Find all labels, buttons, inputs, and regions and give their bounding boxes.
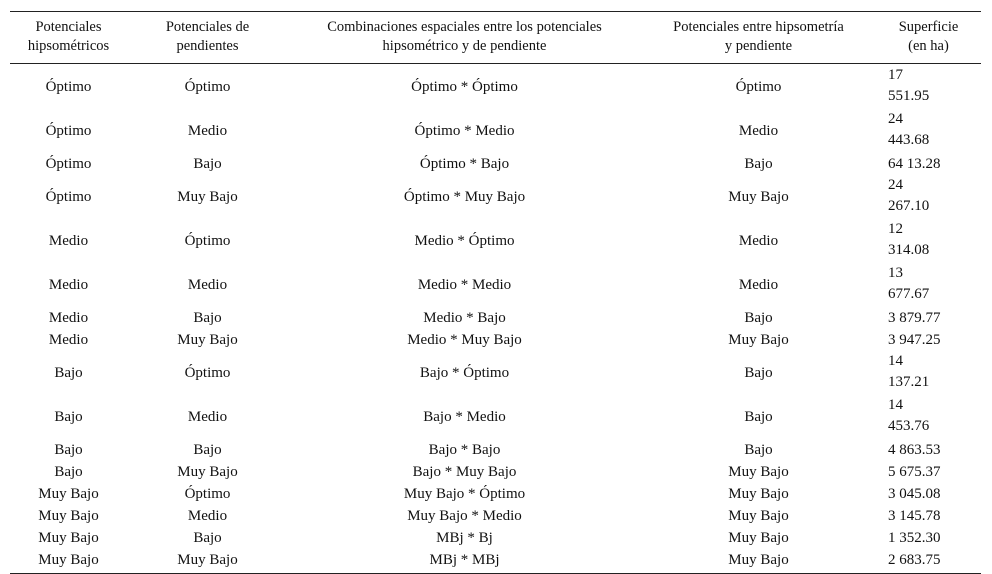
cell-slope: Muy Bajo — [127, 549, 288, 574]
cell-slope: Óptimo — [184, 233, 231, 249]
cell-area-line: 677.67 — [888, 286, 930, 302]
cell-potential: Muy Bajo — [728, 508, 789, 524]
cell-area — [876, 351, 981, 395]
table-row — [10, 351, 981, 395]
potentials-table — [10, 11, 981, 574]
cell-potential: Bajo — [744, 310, 773, 326]
cell-hipsometric: Óptimo — [45, 123, 92, 139]
header-combination — [288, 12, 641, 64]
cell-combination: Óptimo * Bajo — [419, 156, 510, 172]
cell-slope: Medio — [187, 508, 228, 524]
cell-slope: Óptimo — [184, 365, 231, 381]
cell-area-line: 24 — [888, 111, 903, 127]
cell-hipsometric: Bajo — [54, 409, 83, 425]
table-row — [10, 461, 981, 483]
cell-area — [876, 395, 981, 439]
header-slope-line-1: Potenciales de — [165, 19, 250, 35]
cell-potential: Bajo — [744, 156, 773, 172]
cell-area — [876, 549, 981, 574]
header-hipsometric-line-1: Potenciales — [35, 19, 102, 35]
cell-area-line: 443.68 — [888, 132, 930, 148]
cell-potential: Óptimo — [735, 79, 782, 95]
cell-hipsometric: Medio — [48, 277, 89, 293]
cell-potential: Bajo — [744, 442, 773, 458]
cell-area-line: 267.10 — [888, 198, 930, 214]
cell-area-line: 12 — [888, 221, 903, 237]
table-row — [10, 307, 981, 329]
cell-potential: Bajo — [744, 365, 773, 381]
header-potential — [641, 12, 876, 64]
cell-slope: Muy Bajo — [177, 332, 238, 348]
table-row — [10, 439, 981, 461]
cell-area — [876, 219, 981, 263]
header-row — [10, 12, 981, 64]
cell-area — [876, 64, 981, 110]
table-row — [10, 109, 981, 153]
cell-area-line: 1 352.30 — [888, 530, 941, 546]
cell-hipsometric: Óptimo — [45, 79, 92, 95]
cell-potential: Medio — [738, 277, 779, 293]
cell-potential: Muy Bajo — [728, 332, 789, 348]
cell-area — [876, 175, 981, 219]
cell-combination: MBj * MBj — [288, 549, 641, 574]
cell-area-line: 5 675.37 — [888, 464, 941, 480]
cell-area-line: 14 — [888, 353, 903, 369]
cell-hipsometric: Medio — [48, 332, 89, 348]
cell-slope: Medio — [187, 409, 228, 425]
cell-hipsometric: Muy Bajo — [10, 549, 127, 574]
table-row — [10, 483, 981, 505]
cell-combination: MBj * Bj — [436, 530, 493, 546]
cell-combination: Bajo * Óptimo — [419, 365, 510, 381]
table-row — [10, 153, 981, 175]
cell-area-line: 3 045.08 — [888, 486, 941, 502]
header-combination-line-1: Combinaciones espaciales entre los potenciales — [327, 19, 602, 35]
header-potential-line-2: y pendiente — [724, 38, 793, 54]
table-row — [10, 527, 981, 549]
cell-area — [876, 109, 981, 153]
cell-slope: Bajo — [193, 310, 222, 326]
header-slope-line-2: pendientes — [176, 38, 239, 54]
cell-slope: Óptimo — [184, 79, 231, 95]
cell-area-line: 551.95 — [888, 88, 930, 104]
header-combination-line-2: hipsométrico y de pendiente — [382, 38, 547, 54]
header-area-line-1: Superficie — [898, 19, 959, 35]
cell-slope: Bajo — [193, 156, 222, 172]
cell-combination: Muy Bajo * Medio — [407, 508, 522, 524]
table-row — [10, 329, 981, 351]
cell-area-line: 14 — [888, 397, 903, 413]
cell-hipsometric: Medio — [48, 233, 89, 249]
cell-area — [876, 307, 981, 329]
cell-area — [876, 263, 981, 307]
table-header — [10, 12, 981, 64]
cell-combination: Bajo * Muy Bajo — [412, 464, 517, 480]
cell-area — [876, 153, 981, 175]
cell-potential: Muy Bajo — [728, 464, 789, 480]
table-row — [10, 219, 981, 263]
cell-area-line: 453.76 — [888, 418, 930, 434]
cell-slope: Muy Bajo — [177, 189, 238, 205]
cell-hipsometric: Muy Bajo — [38, 486, 99, 502]
header-area-line-2: (en ha) — [908, 38, 949, 54]
cell-hipsometric: Óptimo — [45, 189, 92, 205]
cell-combination: Medio * Medio — [417, 277, 512, 293]
cell-area-line: 3 145.78 — [888, 508, 941, 524]
cell-area-line: 137.21 — [888, 374, 930, 390]
cell-area-line: 17 — [888, 67, 903, 83]
cell-potential: Medio — [738, 233, 779, 249]
header-area — [876, 12, 981, 64]
cell-hipsometric: Bajo — [54, 464, 83, 480]
header-hipsometric-line-2: hipsométricos — [27, 38, 110, 54]
cell-potential: Muy Bajo — [728, 530, 789, 546]
cell-area-line: 13 — [888, 265, 903, 281]
cell-combination: Muy Bajo * Óptimo — [403, 486, 526, 502]
header-slope — [127, 12, 288, 64]
cell-combination: Medio * Bajo — [423, 310, 506, 326]
cell-area — [876, 483, 981, 505]
cell-combination: Medio * Muy Bajo — [407, 332, 522, 348]
cell-hipsometric: Bajo — [54, 365, 83, 381]
header-potential-line-1: Potenciales entre hipsometría — [673, 19, 844, 35]
cell-area-line: 2 683.75 — [888, 552, 941, 568]
cell-potential: Muy Bajo — [641, 549, 876, 574]
header-hipsometric — [10, 12, 127, 64]
cell-area — [876, 505, 981, 527]
cell-combination: Óptimo * Óptimo — [411, 79, 518, 95]
cell-combination: Óptimo * Muy Bajo — [403, 189, 526, 205]
cell-area-line: 3 947.25 — [888, 332, 941, 348]
cell-slope: Bajo — [193, 442, 222, 458]
table-row — [10, 505, 981, 527]
cell-area-line: 24 — [888, 177, 903, 193]
table-container — [10, 11, 981, 574]
cell-slope: Óptimo — [184, 486, 231, 502]
cell-area — [876, 461, 981, 483]
cell-combination: Medio * Óptimo — [414, 233, 515, 249]
cell-slope: Bajo — [193, 530, 222, 546]
cell-hipsometric: Óptimo — [45, 156, 92, 172]
cell-combination: Bajo * Medio — [423, 409, 506, 425]
cell-slope: Muy Bajo — [177, 464, 238, 480]
cell-area-line: 4 863.53 — [888, 442, 941, 458]
table-body — [10, 64, 981, 574]
cell-slope: Medio — [187, 277, 228, 293]
table-row — [10, 549, 981, 574]
cell-hipsometric: Bajo — [54, 442, 83, 458]
cell-potential: Bajo — [744, 409, 773, 425]
cell-combination: Bajo * Bajo — [428, 442, 501, 458]
table-row — [10, 263, 981, 307]
cell-area-line: 314.08 — [888, 242, 930, 258]
cell-area — [876, 439, 981, 461]
cell-hipsometric: Medio — [48, 310, 89, 326]
cell-area — [876, 527, 981, 549]
cell-area — [876, 329, 981, 351]
cell-potential: Muy Bajo — [728, 486, 789, 502]
cell-area-line: 64 13.28 — [888, 156, 941, 172]
cell-hipsometric: Muy Bajo — [38, 508, 99, 524]
cell-combination: Óptimo * Medio — [414, 123, 515, 139]
cell-area-line: 3 879.77 — [888, 310, 941, 326]
table-row — [10, 64, 981, 110]
cell-potential: Muy Bajo — [728, 189, 789, 205]
table-row — [10, 395, 981, 439]
cell-hipsometric: Muy Bajo — [38, 530, 99, 546]
table-row — [10, 175, 981, 219]
cell-potential: Medio — [738, 123, 779, 139]
cell-slope: Medio — [187, 123, 228, 139]
